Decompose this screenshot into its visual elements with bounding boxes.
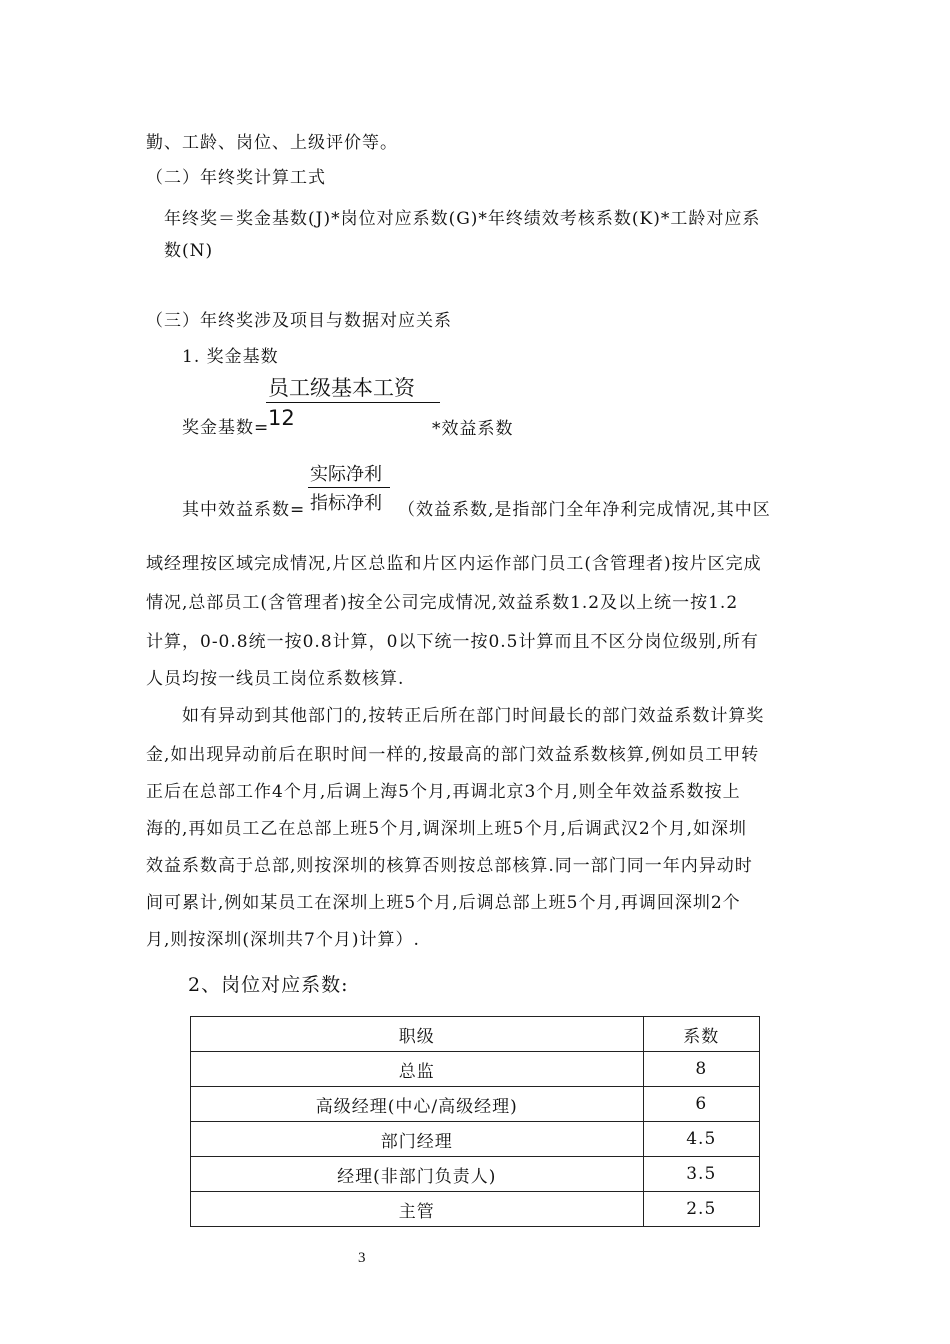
header-coefficient: 系数 xyxy=(643,1017,760,1052)
efficiency-fraction-numerator: 实际净利 xyxy=(310,464,382,485)
transfer-rule-line-1: 如有异动到其他部门的,按转正后所在部门时间最长的部门效益系数计算奖 xyxy=(182,706,765,726)
table-row xyxy=(191,1087,760,1122)
efficiency-note-line-2: 域经理按区域完成情况,片区总监和片区内运作部门员工(含管理者)按片区完成 xyxy=(146,554,762,574)
cell-coefficient: 3.5 xyxy=(643,1157,760,1192)
cell-level: 总监 xyxy=(191,1052,644,1087)
cell-level: 经理(非部门负责人) xyxy=(191,1157,644,1192)
transfer-rule-line-3: 正后在总部工作4个月,后调上海5个月,再调北京3个月,则全年效益系数按上 xyxy=(146,782,741,802)
bonus-fraction-numerator: 员工级基本工资 xyxy=(268,376,415,400)
transfer-rule-line-6: 间可累计,例如某员工在深圳上班5个月,后调总部上班5个月,再调回深圳2个 xyxy=(146,893,741,913)
paragraph-evaluation-factors: 勤、工龄、岗位、上级评价等。 xyxy=(146,133,398,153)
cell-level: 高级经理(中心/高级经理) xyxy=(191,1087,644,1122)
efficiency-note-line-4: 计算，0-0.8统一按0.8计算，0以下统一按0.5计算而且不区分岗位级别,所有 xyxy=(146,632,759,652)
efficiency-fraction-bar xyxy=(308,487,390,488)
item-2-heading: 2、岗位对应系数: xyxy=(188,974,349,996)
section-heading-2: （二）年终奖计算工式 xyxy=(146,168,326,188)
efficiency-note-line-5: 人员均按一线员工岗位系数核算. xyxy=(146,669,405,689)
formula-line-2: 数(N) xyxy=(164,241,214,261)
cell-coefficient: 6 xyxy=(643,1087,760,1122)
cell-coefficient: 8 xyxy=(643,1052,760,1087)
table-row xyxy=(191,1122,760,1157)
cell-coefficient: 2.5 xyxy=(643,1192,760,1227)
bonus-fraction-denominator: 12 xyxy=(268,406,295,430)
transfer-rule-line-7: 月,则按深圳(深圳共7个月)计算）. xyxy=(146,930,420,950)
table-header-row xyxy=(191,1017,760,1052)
header-level: 职级 xyxy=(191,1017,644,1052)
item-1-heading: 1. 奖金基数 xyxy=(182,347,279,367)
efficiency-note-line-3: 情况,总部员工(含管理者)按全公司完成情况,效益系数1.2及以上统一按1.2 xyxy=(146,593,739,613)
efficiency-label: 其中效益系数= xyxy=(182,500,306,520)
bonus-base-label: 奖金基数= xyxy=(182,418,270,438)
table-row xyxy=(191,1192,760,1227)
table-row xyxy=(191,1052,760,1087)
transfer-rule-line-5: 效益系数高于总部,则按深圳的核算否则按总部核算.同一部门同一年内异动时 xyxy=(146,856,753,876)
cell-level: 部门经理 xyxy=(191,1122,644,1157)
section-heading-3: （三）年终奖涉及项目与数据对应关系 xyxy=(146,311,452,331)
efficiency-note-start: （效益系数,是指部门全年净利完成情况,其中区 xyxy=(398,500,771,520)
cell-coefficient: 4.5 xyxy=(643,1122,760,1157)
bonus-efficiency-suffix: *效益系数 xyxy=(432,419,514,439)
formula-line-1: 年终奖＝奖金基数(J)*岗位对应系数(G)*年终绩效考核系数(K)*工龄对应系 xyxy=(164,209,761,229)
bonus-fraction-bar xyxy=(266,402,440,403)
transfer-rule-line-4: 海的,再如员工乙在总部上班5个月,调深圳上班5个月,后调武汉2个月,如深圳 xyxy=(146,819,748,839)
page-number: 3 xyxy=(358,1250,366,1266)
position-coefficient-table xyxy=(190,1016,760,1227)
table-row xyxy=(191,1157,760,1192)
cell-level: 主管 xyxy=(191,1192,644,1227)
efficiency-fraction-denominator: 指标净利 xyxy=(310,493,382,514)
transfer-rule-line-2: 金,如出现异动前后在职时间一样的,按最高的部门效益系数核算,例如员工甲转 xyxy=(146,745,760,765)
